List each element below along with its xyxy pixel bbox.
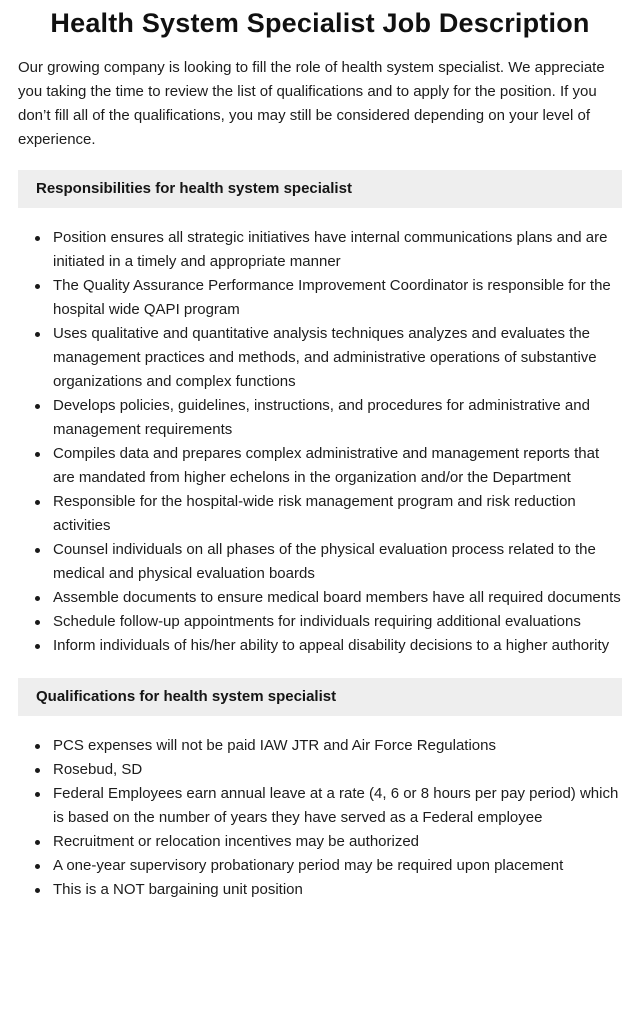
list-item <box>35 758 622 782</box>
list-item <box>35 854 622 878</box>
bullet-icon <box>35 452 40 457</box>
bullet-icon <box>35 744 40 749</box>
bullet-icon <box>35 500 40 505</box>
list-item-text: Counsel individuals on all phases of the physical evaluation process related to the medical and physical evaluation boards <box>53 541 596 582</box>
list-item-text: Assemble documents to ensure medical board members have all required documents <box>53 589 621 606</box>
bullet-icon <box>35 620 40 625</box>
list-item <box>35 830 622 854</box>
list-item-text: Position ensures all strategic initiatives have internal communications plans and are initiated in a timely and appropriate manner <box>53 229 608 270</box>
list-item-text: Develops policies, guidelines, instructions, and procedures for administrative and management requirements <box>53 397 590 438</box>
list-item <box>35 634 622 658</box>
list-item <box>35 442 622 490</box>
bullet-icon <box>35 888 40 893</box>
list-item <box>35 322 622 394</box>
bullet-icon <box>35 840 40 845</box>
intro-paragraph: Our growing company is looking to fill the role of health system specialist. We appreciate you taking the time to review the list of qualifications and to apply for the position. If you don’t fill all of the qualifications, you may still be considered depending on your level of experience. <box>18 59 605 148</box>
list-item-text: Recruitment or relocation incentives may be authorized <box>53 833 420 850</box>
list-item-text: Responsible for the hospital-wide risk management program and risk reduction activities <box>53 493 576 534</box>
bullet-icon <box>35 332 40 337</box>
page-title: Health System Specialist Job Description <box>50 8 590 38</box>
list-item <box>35 610 622 634</box>
bullet-icon <box>35 864 40 869</box>
responsibilities-list <box>18 226 622 658</box>
list-item <box>35 394 622 442</box>
list-item <box>35 538 622 586</box>
list-item-text: Inform individuals of his/her ability to appeal disability decisions to a higher authority <box>53 637 610 654</box>
qualifications-list <box>18 734 622 902</box>
list-item-text: Uses qualitative and quantitative analysis techniques analyzes and evaluates the management practices and methods, and administrative operations of substantive organizations and complex functions <box>53 325 597 390</box>
list-item <box>35 734 622 758</box>
list-item <box>35 878 622 902</box>
list-item-text: The Quality Assurance Performance Improvement Coordinator is responsible for the hospital wide QAPI program <box>53 277 611 318</box>
list-item-text: Federal Employees earn annual leave at a rate (4, 6 or 8 hours per pay period) which is based on the number of years they have served as a Federal employee <box>53 785 619 826</box>
bullet-icon <box>35 644 40 649</box>
bullet-icon <box>35 596 40 601</box>
list-item-text: This is a NOT bargaining unit position <box>53 881 303 898</box>
list-item <box>35 586 622 610</box>
list-item <box>35 490 622 538</box>
list-item-text: Rosebud, SD <box>53 761 143 778</box>
list-item-text: Schedule follow-up appointments for individuals requiring additional evaluations <box>53 613 581 630</box>
qualifications-heading: Qualifications for health system specialist <box>18 678 622 716</box>
bullet-icon <box>35 768 40 773</box>
list-item <box>35 226 622 274</box>
list-item-text: PCS expenses will not be paid IAW JTR and Air Force Regulations <box>53 737 496 754</box>
bullet-icon <box>35 792 40 797</box>
bullet-icon <box>35 404 40 409</box>
list-item <box>35 782 622 830</box>
list-item-text: A one-year supervisory probationary period may be required upon placement <box>53 857 564 874</box>
bullet-icon <box>35 548 40 553</box>
responsibilities-heading: Responsibilities for health system specialist <box>18 170 622 208</box>
list-item <box>35 274 622 322</box>
list-item-text: Compiles data and prepares complex administrative and management reports that are mandated from higher echelons in the organization and/or the Department <box>53 445 600 486</box>
bullet-icon <box>35 236 40 241</box>
bullet-icon <box>35 284 40 289</box>
